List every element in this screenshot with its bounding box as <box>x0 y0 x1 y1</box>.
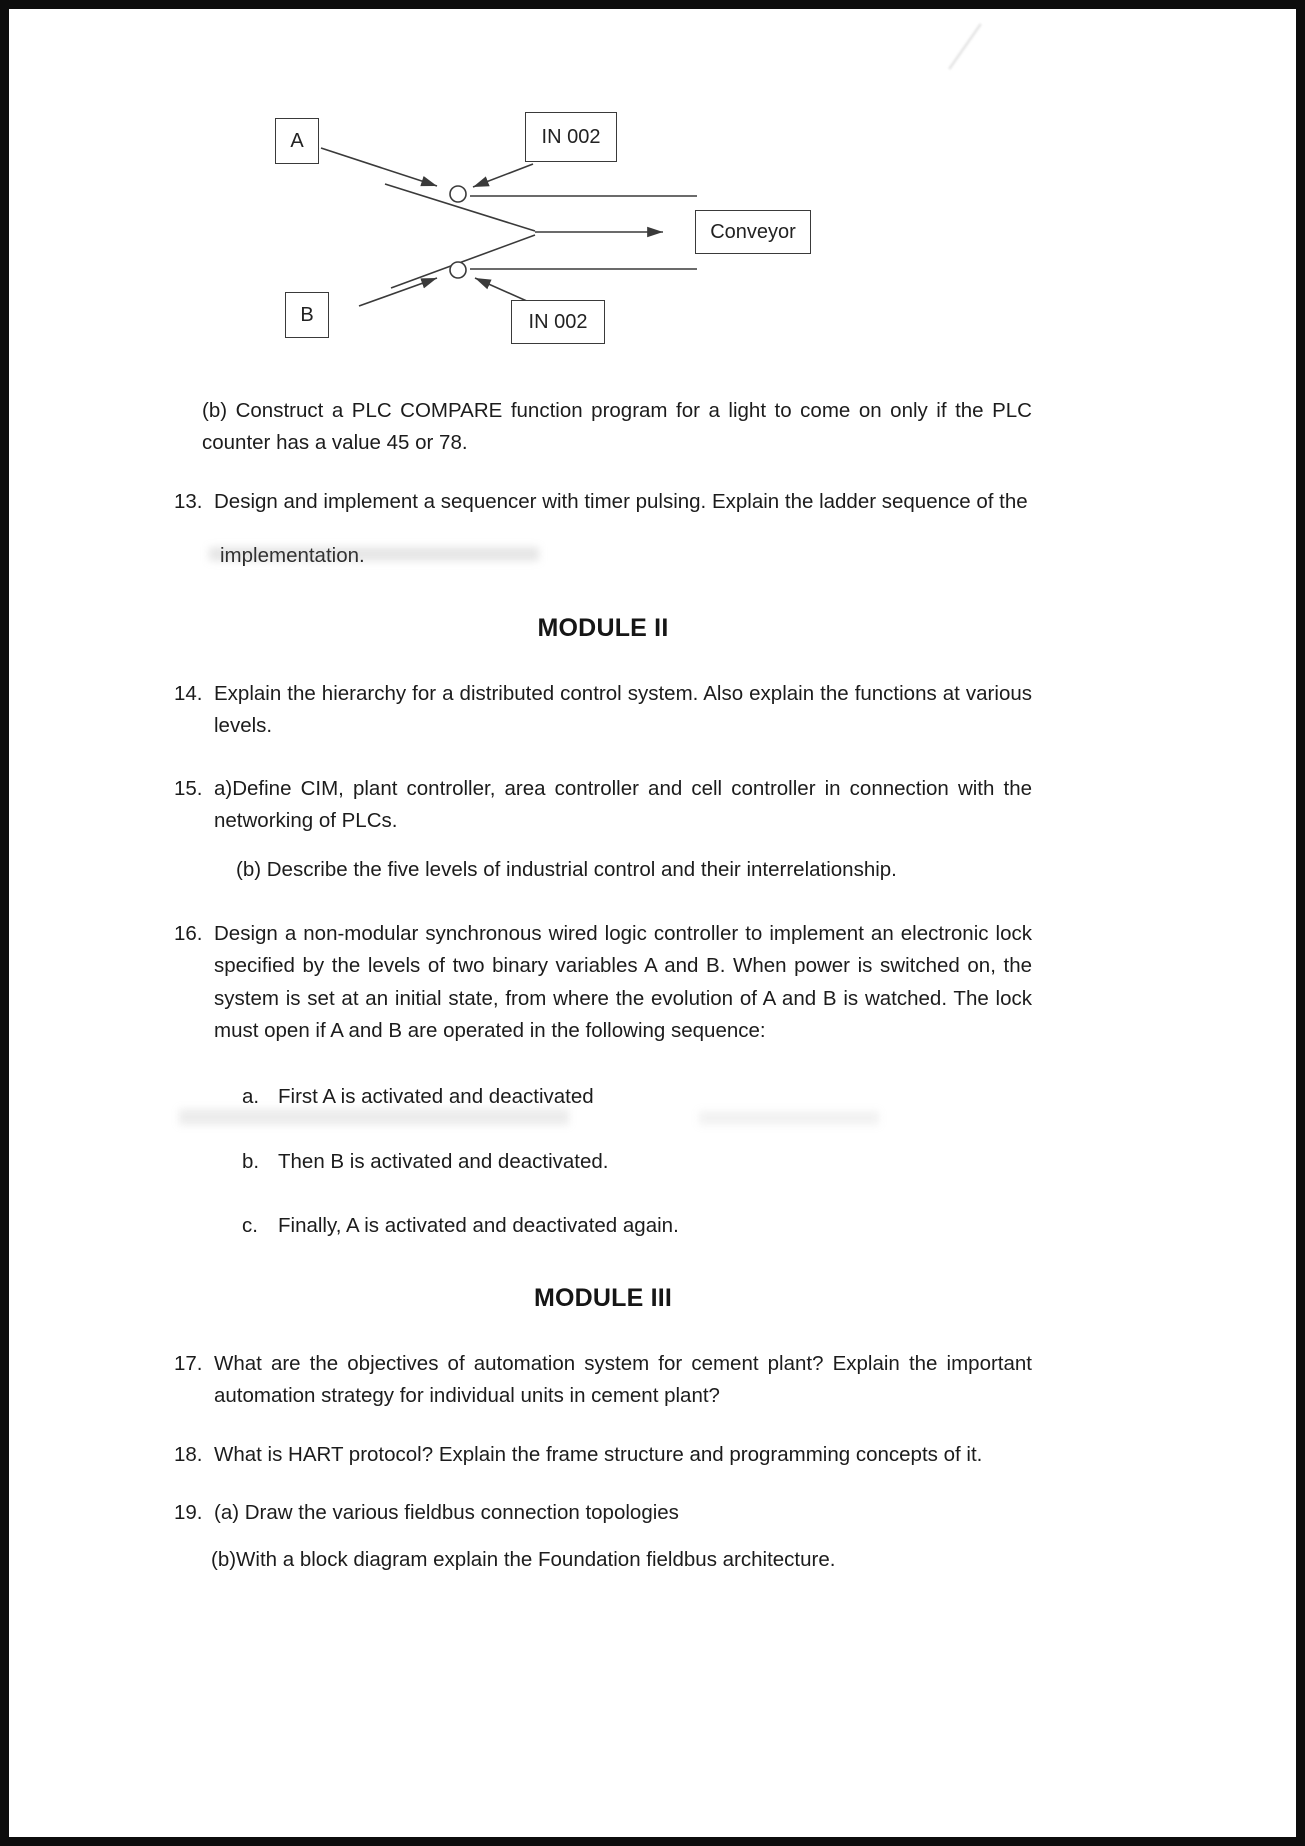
question-13-text <box>214 486 1032 573</box>
question-19-text: (a) Draw the various fieldbus connection topologies <box>214 1501 679 1525</box>
diagram-box-in002-bottom: IN 002 <box>511 300 605 344</box>
question-17-number: 17. <box>174 1352 203 1375</box>
diagram-box-conveyor: Conveyor <box>695 210 811 254</box>
question-12b: (b) Construct a PLC COMPARE function program for a light to come on only if the PLC counter has a value 45 or 78. <box>202 399 1032 455</box>
question-19-number: 19. <box>174 1501 203 1525</box>
question-16-item-a <box>242 1081 1032 1113</box>
question-15-text: a)Define CIM, plant controller, area controller and cell controller in connection with the networking of PLCs. <box>214 776 1032 833</box>
question-body <box>174 381 1032 1606</box>
question-15 <box>174 773 1032 838</box>
question-16-text: Design a non-modular synchronous wired logic controller to implement an electronic lock specified by the levels of two binary variables A and B. When power is switched on, the system is set at an initial state, from where the evolution of A and B is watched. The lock must open if A and B are operated in the following sequence: <box>214 921 1032 1042</box>
item-b-label: b. <box>242 1149 260 1173</box>
question-14-number: 14. <box>174 682 203 705</box>
question-16-item-c <box>242 1210 1032 1242</box>
question-19 <box>174 1497 1032 1529</box>
scan-scratch <box>948 23 981 69</box>
question-13 <box>174 486 1032 573</box>
item-a-text: First A is activated and deactivated <box>278 1085 594 1109</box>
question-14-text: Explain the hierarchy for a distributed control system. Also explain the functions at various levels. <box>214 682 1032 738</box>
question-18 <box>174 1439 1032 1471</box>
question-13-line2: implementation. <box>220 544 365 568</box>
item-c-label: c. <box>242 1214 258 1238</box>
diagram-box-in002-top: IN 002 <box>525 112 617 162</box>
conveyor-diagram <box>267 104 827 354</box>
question-16-number: 16. <box>174 921 203 945</box>
question-18-text: What is HART protocol? Explain the frame structure and programming concepts of it. <box>214 1442 983 1466</box>
question-15b: (b) Describe the five levels of industrial control and their interrelationship. <box>236 857 897 881</box>
item-b-text: Then B is activated and deactivated. <box>278 1149 609 1173</box>
item-c-text: Finally, A is activated and deactivated again. <box>278 1214 679 1238</box>
question-17-text: What are the objectives of automation system for cement plant? Explain the important automation strategy for individual units in cement plant? <box>214 1352 1032 1408</box>
question-16 <box>174 918 1032 1048</box>
question-19b: (b)With a block diagram explain the Foundation fieldbus architecture. <box>211 1547 836 1571</box>
item-a-label: a. <box>242 1085 260 1109</box>
question-13-line1: Design and implement a sequencer with timer pulsing. Explain the ladder sequence of the <box>214 489 1028 513</box>
diagram-box-b: B <box>285 292 329 338</box>
question-14 <box>174 678 1032 743</box>
diagram-box-a: A <box>275 118 319 164</box>
module-3-heading: MODULE III <box>533 1283 673 1312</box>
module-2-heading: MODULE II <box>537 613 669 642</box>
question-17 <box>174 1348 1032 1413</box>
question-18-number: 18. <box>174 1442 203 1466</box>
question-13-number: 13. <box>174 489 203 513</box>
question-16-item-b <box>242 1146 1032 1178</box>
question-15-number: 15. <box>174 776 203 800</box>
